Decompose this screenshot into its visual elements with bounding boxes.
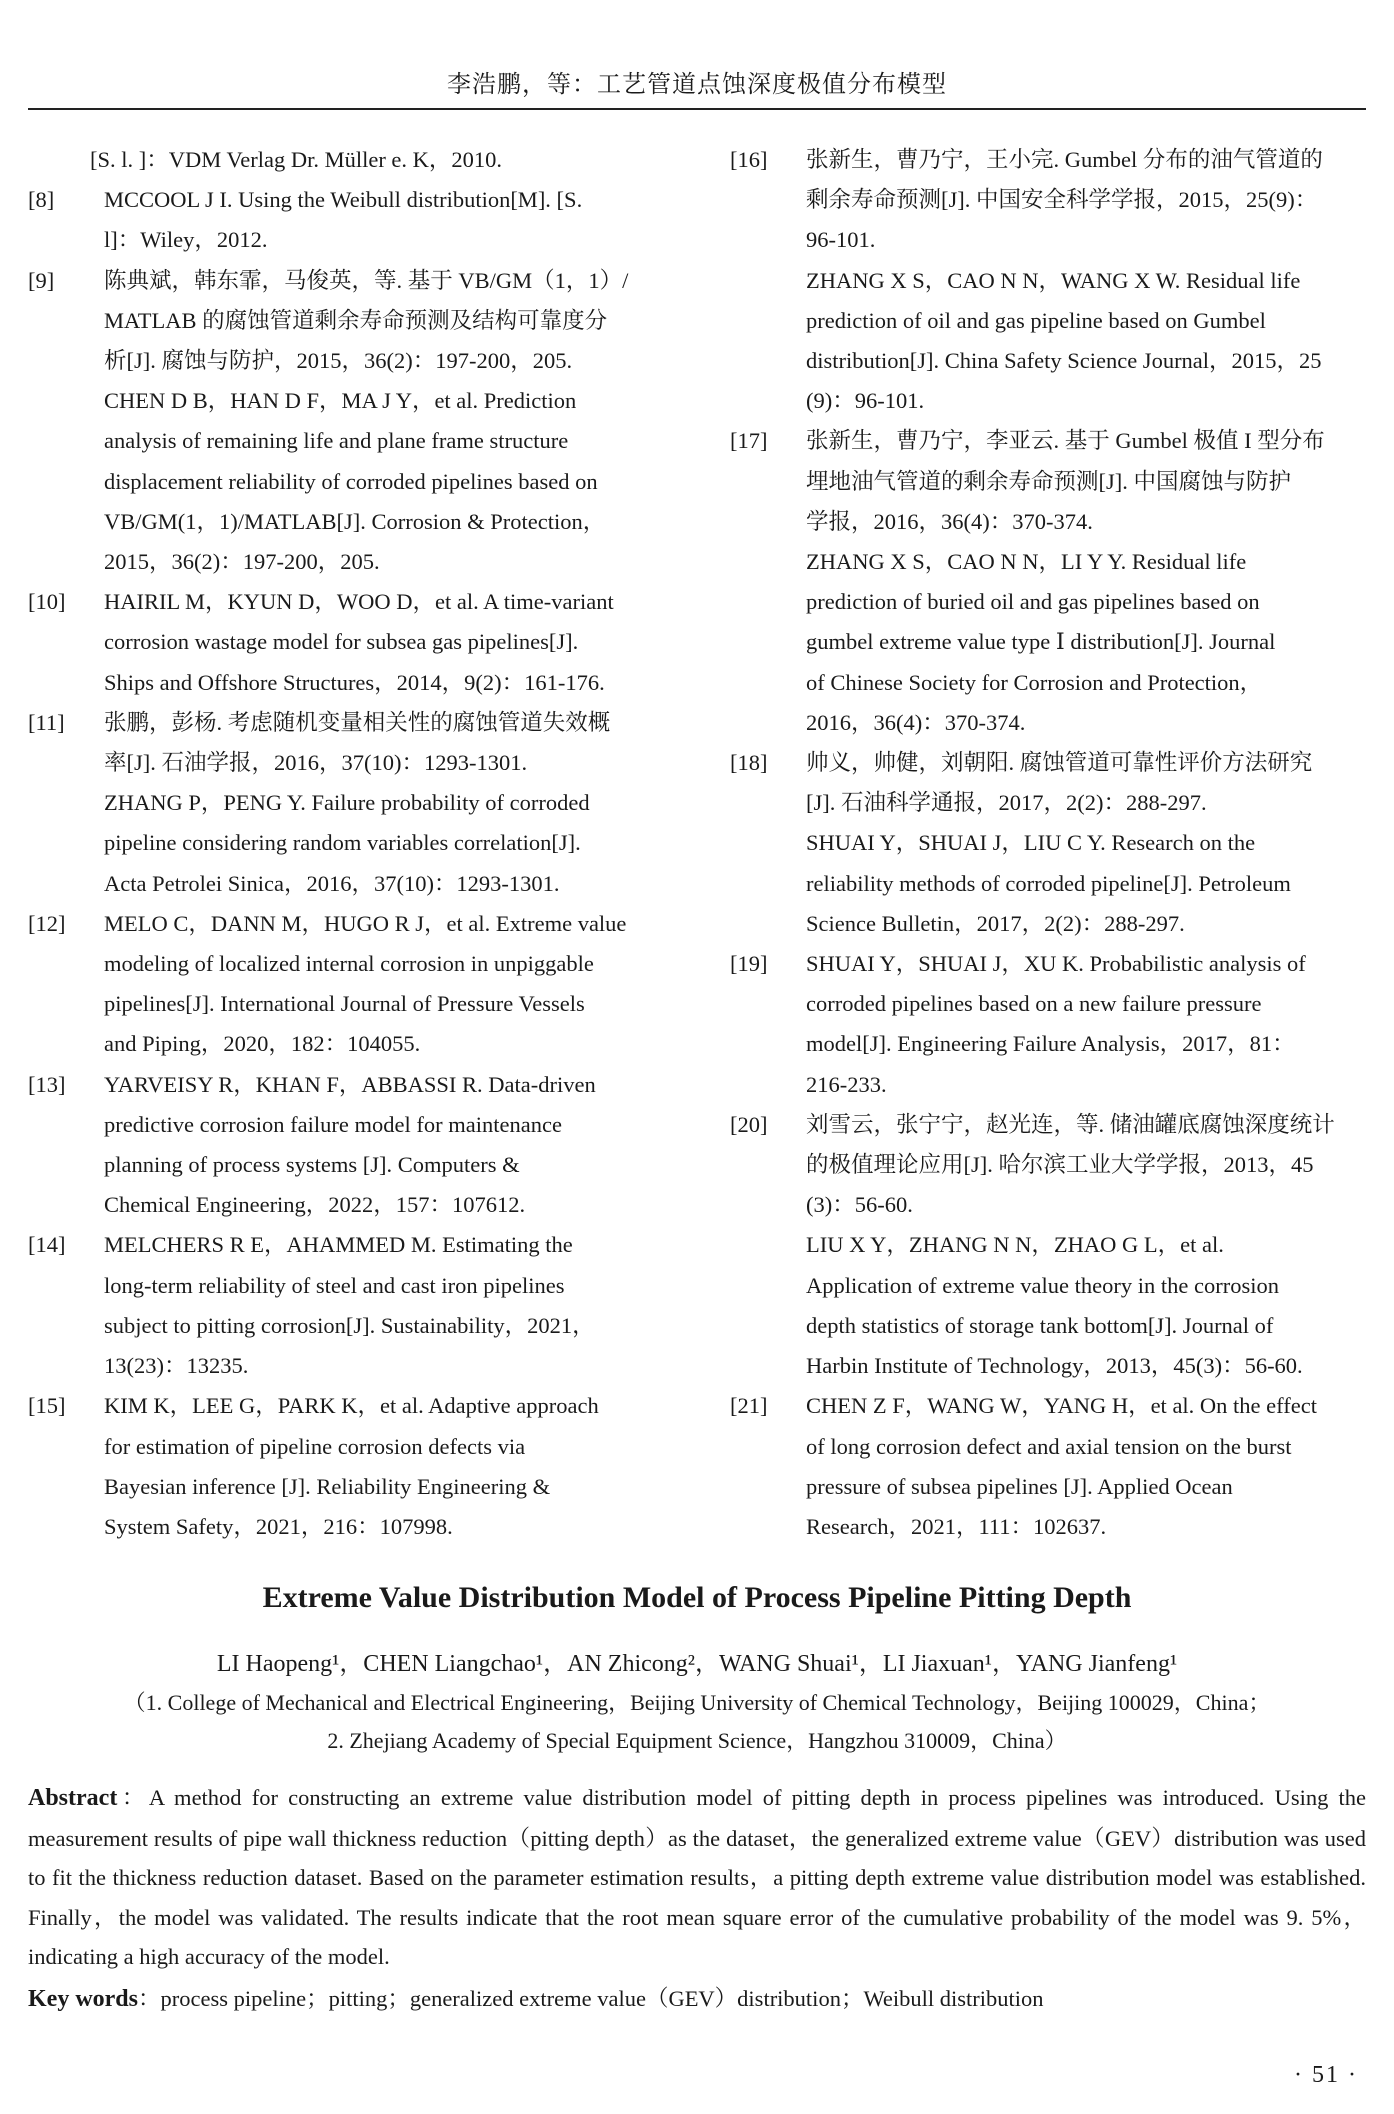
reference-entry xyxy=(28,1386,678,1547)
reference-line: 剩余寿命预测[J]. 中国安全科学学报，2015，25(9)： xyxy=(806,187,1318,213)
reference-line: modeling of localized internal corrosion in unpiggable xyxy=(104,951,594,977)
reference-line: 张鹏，彭杨. 考虑随机变量相关性的腐蚀管道失效概 xyxy=(104,709,611,735)
reference-translation-line: depth statistics of storage tank bottom[J]. Journal of xyxy=(806,1312,1274,1338)
keywords-text: ：process pipeline；pitting；generalized extreme value（GEV）distribution；Weibull distribution xyxy=(138,1985,1044,2011)
reference-translation-line: reliability methods of corroded pipeline[J]. Petroleum xyxy=(806,870,1291,896)
reference-line: SHUAI Y，SHUAI J，XU K. Probabilistic analysis of xyxy=(806,951,1306,977)
reference-number: [21] xyxy=(730,1393,768,1419)
reference-translation-line: of Chinese Society for Corrosion and Protection， xyxy=(806,669,1263,695)
reference-line: pipelines[J]. International Journal of Pressure Vessels xyxy=(104,991,585,1017)
reference-line: 率[J]. 石油学报，2016，37(10)：1293-1301. xyxy=(104,750,528,776)
reference-line: pressure of subsea pipelines [J]. Applied Ocean xyxy=(806,1473,1233,1499)
reference-entry xyxy=(28,904,678,1065)
reference-translation-line: Acta Petrolei Sinica，2016，37(10)：1293-1301. xyxy=(104,870,560,896)
reference-line: 学报，2016，36(4)：370-374. xyxy=(806,508,1093,534)
reference-entry xyxy=(28,180,678,260)
reference-line: predictive corrosion failure model for maintenance xyxy=(104,1111,562,1137)
reference-line: long-term reliability of steel and cast iron pipelines xyxy=(104,1272,565,1298)
reference-line: 埋地油气管道的剩余寿命预测[J]. 中国腐蚀与防护 xyxy=(806,468,1291,494)
reference-line: MCCOOL J I. Using the Weibull distribution[M]. [S. xyxy=(104,187,583,213)
reference-line: MELO C，DANN M，HUGO R J，et al. Extreme value xyxy=(104,910,627,936)
reference-number: [20] xyxy=(730,1111,768,1137)
reference-line: HAIRIL M，KYUN D，WOO D，et al. A time-variant xyxy=(104,589,614,615)
reference-translation-line: CHEN D B，HAN D F，MA J Y，et al. Prediction xyxy=(104,388,577,414)
reference-translation-line: ZHANG X S，CAO N N，WANG X W. Residual life xyxy=(806,267,1301,293)
reference-entry xyxy=(730,743,1380,944)
reference-number: [16] xyxy=(730,147,768,172)
reference-line: MATLAB 的腐蚀管道剩余寿命预测及结构可靠度分 xyxy=(104,307,608,333)
reference-entry xyxy=(730,1386,1380,1547)
reference-line: MELCHERS R E，AHAMMED M. Estimating the xyxy=(104,1232,573,1258)
reference-line: KIM K，LEE G，PARK K，et al. Adaptive approach xyxy=(104,1393,599,1419)
reference-line: 析[J]. 腐蚀与防护，2015，36(2)：197-200，205. xyxy=(104,348,573,374)
reference-line: CHEN Z F，WANG W，YANG H，et al. On the effect xyxy=(806,1393,1317,1419)
reference-line: 216-233. xyxy=(806,1071,887,1097)
reference-translation-line: LIU X Y，ZHANG N N，ZHAO G L，et al. xyxy=(806,1232,1224,1258)
reference-line: Chemical Engineering，2022，157：107612. xyxy=(104,1192,526,1218)
reference-entry xyxy=(28,261,678,583)
reference-number: [9] xyxy=(28,267,55,293)
reference-number: [8] xyxy=(28,187,55,213)
reference-translation-line: pipeline considering random variables correlation[J]. xyxy=(104,830,581,856)
english-affiliation-2: 2. Zhejiang Academy of Special Equipment Science，Hangzhou 310009，China） xyxy=(327,1728,1067,1753)
reference-entry xyxy=(28,582,678,703)
reference-translation-line: displacement reliability of corroded pipelines based on xyxy=(104,468,598,494)
keywords-label: Key words xyxy=(28,1985,138,2012)
reference-line: corrosion wastage model for subsea gas pipelines[J]. xyxy=(104,629,579,655)
english-abstract xyxy=(28,1778,1366,1977)
reference-line: 13(23)：13235. xyxy=(104,1353,249,1379)
reference-translation-line: distribution[J]. China Safety Science Journal，2015，25 xyxy=(806,348,1322,374)
running-head: 李浩鹏，等：工艺管道点蚀深度极值分布模型 xyxy=(28,62,1366,110)
reference-translation-line: Application of extreme value theory in the corrosion xyxy=(806,1272,1279,1298)
abstract-label: Abstract xyxy=(28,1785,118,1811)
reference-translation-line: prediction of buried oil and gas pipelines based on xyxy=(806,589,1260,615)
reference-translation-line: 2016，36(4)：370-374. xyxy=(806,709,1026,735)
reference-line: planning of process systems [J]. Computers & xyxy=(104,1152,520,1178)
reference-entry xyxy=(730,944,1380,1105)
references-right-column xyxy=(730,140,1380,1547)
reference-line: [J]. 石油科学通报，2017，2(2)：288-297. xyxy=(806,790,1207,816)
reference-number: [10] xyxy=(28,589,66,615)
reference-entry xyxy=(28,1065,678,1226)
reference-translation-line: Science Bulletin，2017，2(2)：288-297. xyxy=(806,910,1185,936)
reference-line: System Safety，2021，216：107998. xyxy=(104,1513,453,1539)
reference-entry xyxy=(730,140,1380,421)
english-keywords xyxy=(28,1979,1366,2019)
reference-line: and Piping，2020，182：104055. xyxy=(104,1031,421,1057)
reference-translation-line: gumbel extreme value type Ⅰ distribution[J]. Journal xyxy=(806,629,1276,655)
english-affiliation-1: （1. College of Mechanical and Electrical Engineering，Beijing University of Chemical Technology，Beijing 100029，China； xyxy=(123,1690,1271,1715)
reference-translation-line: ZHANG P，PENG Y. Failure probability of corroded xyxy=(104,790,590,816)
reference-line: model[J]. Engineering Failure Analysis，2017，81： xyxy=(806,1031,1295,1057)
reference-line: YARVEISY R，KHAN F，ABBASSI R. Data-driven xyxy=(104,1071,596,1097)
english-title: Extreme Value Distribution Model of Process Pipeline Pitting Depth xyxy=(262,1581,1132,1614)
reference-number: [11] xyxy=(28,709,65,735)
reference-number: [12] xyxy=(28,910,66,936)
reference-number: [14] xyxy=(28,1232,66,1258)
reference-entry xyxy=(28,140,678,180)
reference-number: [17] xyxy=(730,428,768,454)
reference-line: 的极值理论应用[J]. 哈尔滨工业大学学报，2013，45 xyxy=(806,1152,1314,1178)
reference-line: Bayesian inference [J]. Reliability Engineering & xyxy=(104,1473,551,1499)
reference-line: l]：Wiley，2012. xyxy=(104,227,268,253)
reference-line: for estimation of pipeline corrosion defects via xyxy=(104,1433,526,1459)
reference-line: 96-101. xyxy=(806,227,876,253)
reference-number: [18] xyxy=(730,750,768,776)
reference-entry xyxy=(28,703,678,904)
reference-translation-line: VB/GM(1，1)/MATLAB[J]. Corrosion & Protection， xyxy=(104,508,606,534)
reference-number: [15] xyxy=(28,1393,66,1419)
reference-line: 帅义，帅健，刘朝阳. 腐蚀管道可靠性评价方法研究 xyxy=(806,750,1313,776)
reference-translation-line: (9)：96-101. xyxy=(806,388,925,414)
reference-translation-line: SHUAI Y，SHUAI J，LIU C Y. Research on the xyxy=(806,830,1256,856)
reference-line: 刘雪云，张宁宁，赵光连，等. 储油罐底腐蚀深度统计 xyxy=(806,1111,1335,1137)
reference-line: Ships and Offshore Structures，2014，9(2)：161-176. xyxy=(104,669,605,695)
reference-line: 张新生，曹乃宁，王小完. Gumbel 分布的油气管道的 xyxy=(806,147,1323,172)
references-left-column xyxy=(28,140,678,1547)
abstract-text: ：A method for constructing an extreme value distribution model of pitting depth in process pipelines was introduced. Using the measurement results of pipe wall thickness reduction（pitting depth）as the dataset，the generalized extreme value（GEV）distribution was used to fit the thickness reduction dataset. Based on the parameter estimation results，a pitting depth extreme value distribution model was established. Finally，the model was validated. The results indicate that the root mean square error of the cumulative probability of the model was 9. 5%，indicating a high accuracy of the model. xyxy=(28,1785,1366,1970)
english-abstract-section xyxy=(28,1578,1366,2019)
reference-line: subject to pitting corrosion[J]. Sustainability，2021， xyxy=(104,1312,595,1338)
reference-line: Research，2021，111：102637. xyxy=(806,1513,1107,1539)
reference-entry xyxy=(730,1105,1380,1386)
reference-line: 张新生，曹乃宁，李亚云. 基于 Gumbel 极值 I 型分布 xyxy=(806,428,1325,454)
reference-number: [19] xyxy=(730,951,768,977)
page-number: · 51 · xyxy=(1294,2062,1358,2088)
reference-line: (3)：56-60. xyxy=(806,1192,913,1218)
reference-translation-line: 2015，36(2)：197-200，205. xyxy=(104,549,380,575)
reference-line: [S. l. ]：VDM Verlag Dr. Müller e. K，2010. xyxy=(90,147,503,172)
reference-line: of long corrosion defect and axial tension on the burst xyxy=(806,1433,1292,1459)
reference-line: corroded pipelines based on a new failure pressure xyxy=(806,991,1262,1017)
reference-translation-line: Harbin Institute of Technology，2013，45(3)：56-60. xyxy=(806,1353,1303,1379)
reference-translation-line: ZHANG X S，CAO N N，LI Y Y. Residual life xyxy=(806,549,1247,575)
english-authors: LI Haopeng¹，CHEN Liangchao¹，AN Zhicong²，WANG Shuai¹，LI Jiaxuan¹，YANG Jianfeng¹ xyxy=(216,1651,1178,1677)
reference-translation-line: analysis of remaining life and plane frame structure xyxy=(104,428,569,454)
reference-number: [13] xyxy=(28,1071,66,1097)
reference-entry xyxy=(730,421,1380,743)
reference-translation-line: prediction of oil and gas pipeline based on Gumbel xyxy=(806,307,1266,333)
reference-line: 陈典斌，韩东霏，马俊英，等. 基于 VB/GM（1，1）/ xyxy=(104,267,629,293)
reference-entry xyxy=(28,1225,678,1386)
